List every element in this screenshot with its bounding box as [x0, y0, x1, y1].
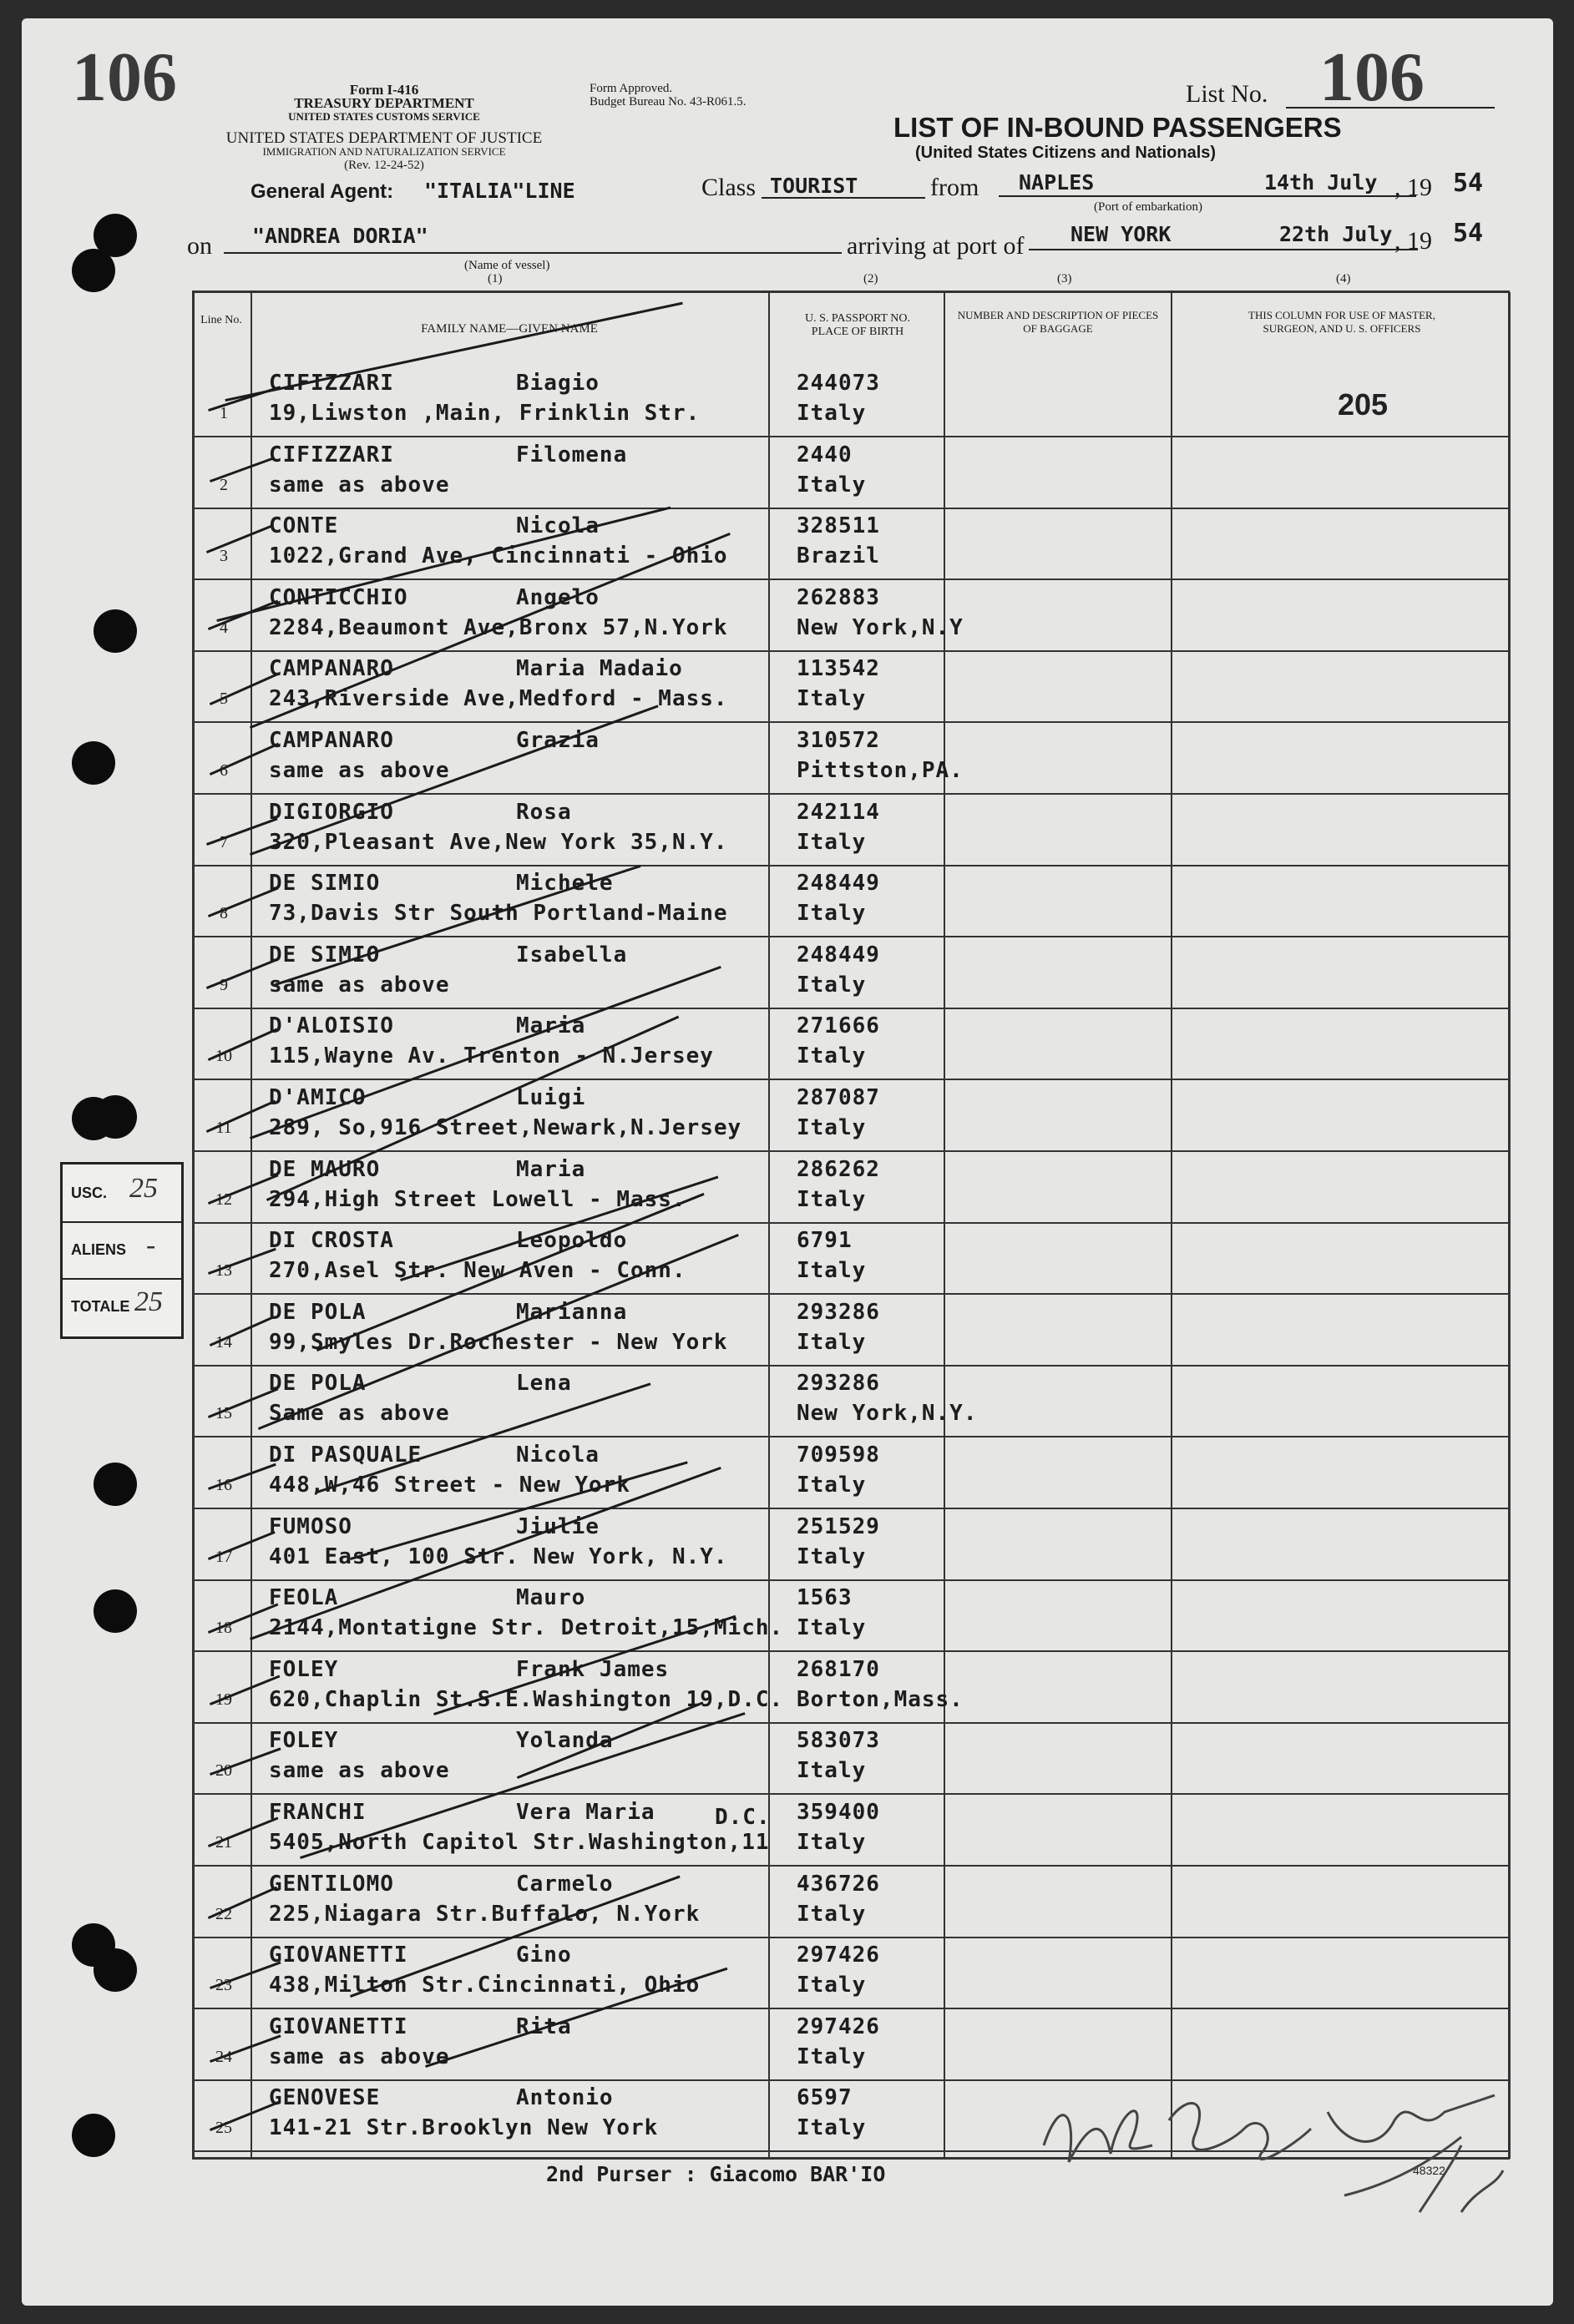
col-number-3: (3) [1057, 272, 1072, 285]
row-place-of-birth: Borton,Mass. [797, 1686, 964, 1712]
justice-block [192, 129, 576, 172]
row-family-name: CAMPANARO [269, 728, 394, 753]
row-passport-number: 113542 [797, 656, 880, 682]
row-passport-number: 359400 [797, 1800, 880, 1825]
treasury-label: TREASURY DEPARTMENT [294, 95, 474, 111]
row-line-number: 23 [215, 1976, 232, 1995]
row-place-of-birth: Italy [797, 972, 867, 998]
row-family-name: DE POLA [269, 1371, 367, 1397]
form-identity-block [251, 83, 518, 124]
row-divider [192, 1150, 1510, 1152]
row-passport-number: 271666 [797, 1013, 880, 1039]
row-given-name: Frank James [516, 1656, 670, 1682]
row-divider [192, 1865, 1510, 1867]
row-given-name: Rosa [516, 799, 572, 825]
divider-passport [944, 292, 945, 2159]
row-address: 1022,Grand Ave, Cincinnati - Ohio [269, 543, 728, 569]
row-passport-number: 436726 [797, 1871, 880, 1897]
row-place-of-birth: Italy [797, 2115, 867, 2141]
list-number: 106 [1319, 38, 1425, 116]
row-family-name: GENOVESE [269, 2085, 381, 2111]
purser-line: 2nd Purser : Giacomo BAR'IO [546, 2162, 886, 2186]
on-label: on [187, 232, 212, 260]
row-family-name: GIOVANETTI [269, 1943, 408, 1968]
row-given-name: Vera Maria [516, 1800, 655, 1825]
row-line-number: 6 [220, 761, 228, 780]
justice-label: UNITED STATES DEPARTMENT OF JUSTICE [225, 129, 543, 147]
row-place-of-birth: Italy [797, 1043, 867, 1069]
row-address: 243,Riverside Ave,Medford - Mass. [269, 686, 728, 712]
row-place-of-birth: Italy [797, 1973, 867, 1998]
row-address: 289, So,916 Street,Newark,N.Jersey [269, 1115, 742, 1140]
row-passport-number: 287087 [797, 1085, 880, 1110]
row-passport-number: 293286 [797, 1299, 880, 1325]
header-baggage: NUMBER AND DESCRIPTION OF PIECES OF BAGGAGE [957, 309, 1159, 335]
row-given-name: Maria [516, 1156, 586, 1182]
row-line-number: 16 [215, 1476, 232, 1494]
stamp-total-cell [63, 1278, 181, 1335]
row-family-name: FOLEY [269, 1656, 339, 1682]
row-family-name: D'AMICO [269, 1085, 367, 1110]
row-family-name: FRANCHI [269, 1800, 367, 1825]
row-line-number: 13 [215, 1261, 232, 1281]
row-line-number: 22 [215, 1904, 232, 1923]
row-place-of-birth: Italy [797, 1615, 867, 1641]
row-family-name: CIFIZZARI [269, 371, 394, 396]
form-approved-label: Form Approved. [590, 82, 673, 95]
stamp-usc-cell [63, 1165, 181, 1223]
from-label: from [930, 174, 979, 201]
row-passport-number: 2440 [797, 442, 853, 467]
row-divider [192, 1008, 1510, 1009]
row-family-name: DE MAURO [269, 1156, 381, 1182]
row-line-number: 17 [215, 1547, 232, 1566]
list-no-underline [1286, 107, 1495, 109]
row-given-name: Nicola [516, 1442, 600, 1468]
ins-label: IMMIGRATION AND NATURALIZATION SERVICE [262, 145, 506, 158]
row-family-name: CONTE [269, 513, 339, 539]
row-given-name: Rita [516, 2013, 572, 2039]
row-divider [192, 1579, 1510, 1581]
punch-hole [72, 2114, 115, 2157]
row-address: 73,Davis Str South Portland-Maine [269, 901, 728, 927]
divider-line-no [251, 292, 252, 2159]
row-given-name: Nicola [516, 513, 600, 539]
list-number-stamp-left: 106 [72, 38, 177, 116]
row-given-name: Biagio [516, 371, 600, 396]
document-subtitle: (United States Citizens and Nationals) [915, 144, 1217, 162]
row-divider [192, 793, 1510, 795]
stamp-aliens-value: - [146, 1230, 156, 1261]
row-line-number: 12 [215, 1190, 232, 1209]
row-given-name: Gino [516, 1943, 572, 1968]
row-passport-number: 262883 [797, 584, 880, 610]
row-address: 115,Wayne Av. Trenton - N.Jersey [269, 1043, 714, 1069]
row-family-name: CIFIZZARI [269, 442, 394, 467]
form-number: Form I-416 [349, 82, 419, 98]
header-officers: THIS COLUMN FOR USE OF MASTER, SURGEON, AND U. S. OFFICERS [1248, 309, 1435, 335]
form-approval-block [590, 82, 746, 109]
row-address: same as above [269, 2044, 450, 2069]
row-line-number: 4 [220, 618, 228, 637]
divider-name [768, 292, 770, 2159]
punch-hole [94, 1948, 137, 1992]
arrival-year-prefix: , 19 [1394, 227, 1432, 255]
row-line-number: 7 [220, 832, 228, 851]
row-address: 401 East, 100 Str. New York, N.Y. [269, 1543, 728, 1569]
row-passport-number: 286262 [797, 1156, 880, 1182]
row-line-number: 5 [220, 690, 228, 709]
row-passport-number: 293286 [797, 1371, 880, 1397]
punch-hole [94, 214, 137, 257]
row-line-number: 20 [215, 1761, 232, 1781]
row-family-name: CAMPANARO [269, 656, 394, 682]
table-right-border [1508, 292, 1511, 2159]
row-family-name: FOLEY [269, 1728, 339, 1754]
row-place-of-birth: Italy [797, 1473, 867, 1498]
row-address: 448,W,46 Street - New York [269, 1473, 630, 1498]
row-place-of-birth: New York,N.Y. [797, 1401, 978, 1427]
row-family-name: FEOLA [269, 1585, 339, 1611]
row-given-extra: D.C. [715, 1805, 771, 1830]
budget-label: Budget Bureau No. 43-R061.5. [590, 95, 747, 109]
row-place-of-birth: Italy [797, 2044, 867, 2069]
row-address: 620,Chaplin St.S.E.Washington 19,D.C. [269, 1686, 784, 1712]
row-passport-number: 709598 [797, 1442, 880, 1468]
row-passport-number: 6597 [797, 2085, 853, 2111]
col-number-4: (4) [1336, 272, 1351, 285]
from-underline [999, 195, 1416, 197]
row-divider [192, 578, 1510, 580]
officer-number: 205 [1338, 387, 1389, 422]
row-passport-number: 297426 [797, 1943, 880, 1968]
row-passport-number: 583073 [797, 1728, 880, 1754]
row-place-of-birth: Italy [797, 1901, 867, 1927]
row-place-of-birth: Italy [797, 686, 867, 712]
row-family-name: GENTILOMO [269, 1871, 394, 1897]
col-number-2: (2) [863, 272, 878, 285]
row-passport-number: 1563 [797, 1585, 853, 1611]
row-address: 141-21 Str.Brooklyn New York [269, 2115, 659, 2141]
row-divider [192, 1722, 1510, 1724]
table-top-border [192, 290, 1510, 293]
row-family-name: CONTICCHIO [269, 584, 408, 610]
row-given-name: Isabella [516, 942, 628, 967]
row-given-name: Carmelo [516, 1871, 614, 1897]
row-divider [192, 436, 1510, 437]
row-address: 99,Smyles Dr.Rochester - New York [269, 1329, 728, 1355]
row-place-of-birth: Pittston,PA. [797, 758, 964, 783]
row-given-name: Maria [516, 1013, 586, 1039]
row-given-name: Filomena [516, 442, 628, 467]
row-divider [192, 936, 1510, 937]
row-given-name: Angelo [516, 584, 600, 610]
row-line-number: 8 [220, 904, 228, 923]
row-passport-number: 242114 [797, 799, 880, 825]
vessel-name: "ANDREA DORIA" [252, 224, 428, 248]
row-family-name: DE SIMIO [269, 871, 381, 897]
row-address: 270,Asel Str. New Aven - Conn. [269, 1258, 686, 1284]
class-value: TOURIST [770, 174, 858, 198]
row-family-name: DI PASQUALE [269, 1442, 423, 1468]
stamp-total-label: TOTALE [71, 1298, 130, 1315]
row-given-name: Grazia [516, 728, 600, 753]
row-place-of-birth: Italy [797, 1258, 867, 1284]
row-line-number: 25 [215, 2119, 232, 2138]
row-passport-number: 297426 [797, 2013, 880, 2039]
row-given-name: Lena [516, 1371, 572, 1397]
row-line-number: 10 [215, 1047, 232, 1066]
row-place-of-birth: Italy [797, 401, 867, 426]
row-address: 438,Milton Str.Cincinnati, Ohio [269, 1973, 701, 1998]
port-embarkation-caption: (Port of embarkation) [1094, 200, 1202, 214]
row-family-name: DE SIMIO [269, 942, 381, 967]
row-line-number: 18 [215, 1619, 232, 1638]
row-divider [192, 865, 1510, 866]
row-divider [192, 2008, 1510, 2009]
row-line-number: 11 [215, 1119, 232, 1137]
row-line-number: 1 [220, 404, 228, 422]
row-passport-number: 268170 [797, 1656, 880, 1682]
header-passport: U. S. PASSPORT NO. PLACE OF BIRTH [805, 312, 910, 338]
punch-hole [72, 741, 115, 785]
row-address: 294,High Street Lowell - Mass. [269, 1186, 686, 1212]
row-place-of-birth: Italy [797, 829, 867, 855]
row-divider [192, 721, 1510, 723]
row-place-of-birth: Italy [797, 1329, 867, 1355]
agent-value: "ITALIA"LINE [424, 179, 575, 203]
row-divider [192, 1365, 1510, 1367]
from-port-value: NAPLES [1019, 170, 1095, 195]
punch-hole [94, 609, 137, 653]
row-family-name: DIGIORGIO [269, 799, 394, 825]
row-place-of-birth: Brazil [797, 543, 880, 569]
row-place-of-birth: Italy [797, 472, 867, 498]
col-number-1: (1) [488, 272, 503, 285]
arrival-date: 22th July [1279, 222, 1393, 246]
row-divider [192, 1650, 1510, 1652]
row-line-number: 14 [215, 1332, 232, 1351]
class-label: Class [701, 174, 757, 201]
agent-label: General Agent: [251, 180, 394, 203]
departure-year-suffix: 54 [1453, 169, 1484, 198]
row-given-name: Yolanda [516, 1728, 614, 1754]
row-line-number: 24 [215, 2047, 232, 2066]
row-divider [192, 1293, 1510, 1295]
row-given-name: Jiulie [516, 1513, 600, 1539]
row-divider [192, 1436, 1510, 1437]
punch-hole [94, 1463, 137, 1506]
row-place-of-birth: Italy [797, 1115, 867, 1140]
stamp-usc-value: 25 [129, 1173, 158, 1204]
punch-hole [94, 1095, 137, 1139]
row-family-name: D'ALOISIO [269, 1013, 394, 1039]
revision-label: (Rev. 12-24-52) [344, 159, 424, 172]
row-passport-number: 328511 [797, 513, 880, 539]
row-address: same as above [269, 972, 450, 998]
row-given-name: Leopoldo [516, 1228, 628, 1254]
row-given-name: Antonio [516, 2085, 614, 2111]
officer-signature [1027, 2062, 1528, 2229]
row-line-number: 19 [215, 1690, 232, 1709]
row-family-name: GIOVANETTI [269, 2013, 408, 2039]
stamp-total-value: 25 [134, 1286, 163, 1317]
row-passport-number: 248449 [797, 942, 880, 967]
arrival-year-suffix: 54 [1453, 219, 1484, 248]
header-line-no: Line No. [200, 314, 242, 326]
row-address: 2284,Beaumont Ave,Bronx 57,N.York [269, 614, 728, 640]
row-given-name: Luigi [516, 1085, 586, 1110]
arriving-label: arriving at port of [847, 232, 1025, 260]
document-title: LIST OF IN-BOUND PASSENGERS [893, 112, 1342, 143]
row-family-name: DE POLA [269, 1299, 367, 1325]
punch-hole [94, 1589, 137, 1633]
row-address: 2144,Montatigne Str. Detroit,15,Mich. [269, 1615, 784, 1641]
row-divider [192, 508, 1510, 509]
totals-stamp [60, 1162, 184, 1339]
row-place-of-birth: Italy [797, 1543, 867, 1569]
row-place-of-birth: Italy [797, 901, 867, 927]
row-address: 320,Pleasant Ave,New York 35,N.Y. [269, 829, 728, 855]
list-no-label: List No. [1186, 80, 1268, 108]
stamp-usc-label: USC. [71, 1185, 108, 1201]
row-address: same as above [269, 758, 450, 783]
row-given-name: Maria Madaio [516, 656, 683, 682]
vessel-caption: (Name of vessel) [464, 259, 550, 272]
row-line-number: 3 [220, 547, 228, 566]
row-divider [192, 1508, 1510, 1509]
vessel-underline [224, 252, 842, 254]
departure-year-prefix: , 19 [1394, 174, 1432, 201]
stamp-aliens-label: ALIENS [71, 1241, 127, 1258]
customs-label: UNITED STATES CUSTOMS SERVICE [288, 110, 480, 123]
row-divider [192, 1937, 1510, 1938]
class-underline [762, 197, 925, 199]
row-place-of-birth: Italy [797, 1758, 867, 1784]
row-passport-number: 244073 [797, 371, 880, 396]
row-passport-number: 310572 [797, 728, 880, 753]
row-divider [192, 650, 1510, 652]
row-line-number: 15 [215, 1404, 232, 1423]
row-given-name: Mauro [516, 1585, 586, 1611]
stamp-aliens-cell [63, 1221, 181, 1280]
row-passport-number: 251529 [797, 1513, 880, 1539]
row-line-number: 2 [220, 475, 228, 494]
row-divider [192, 1793, 1510, 1795]
header-family-name: FAMILY NAME—GIVEN NAME [421, 322, 598, 336]
row-address: 19,Liwston ,Main, Frinklin Str. [269, 401, 701, 426]
row-line-number: 21 [215, 1833, 232, 1852]
row-given-name: Marianna [516, 1299, 628, 1325]
row-address: 225,Niagara Str.Buffalo, N.York [269, 1901, 701, 1927]
row-line-number: 9 [220, 975, 228, 994]
divider-baggage [1171, 292, 1172, 2159]
table-left-border [192, 292, 195, 2159]
row-passport-number: 6791 [797, 1228, 853, 1254]
row-place-of-birth: New York,N.Y [797, 614, 964, 640]
row-address: Same as above [269, 1401, 450, 1427]
arrival-underline [1029, 249, 1418, 250]
print-code: 48322 [1413, 2164, 1445, 2177]
row-place-of-birth: Italy [797, 1830, 867, 1855]
row-address: same as above [269, 1758, 450, 1784]
departure-date: 14th July [1264, 170, 1378, 195]
row-address: same as above [269, 472, 450, 498]
row-divider [192, 1222, 1510, 1224]
row-family-name: DI CROSTA [269, 1228, 394, 1254]
row-place-of-birth: Italy [797, 1186, 867, 1212]
row-given-name: Michele [516, 871, 614, 897]
row-divider [192, 1079, 1510, 1080]
arrival-port: NEW YORK [1070, 222, 1172, 246]
row-family-name: FUMOSO [269, 1513, 352, 1539]
row-passport-number: 248449 [797, 871, 880, 897]
row-address: 5405,North Capitol Str.Washington,11 [269, 1830, 770, 1855]
